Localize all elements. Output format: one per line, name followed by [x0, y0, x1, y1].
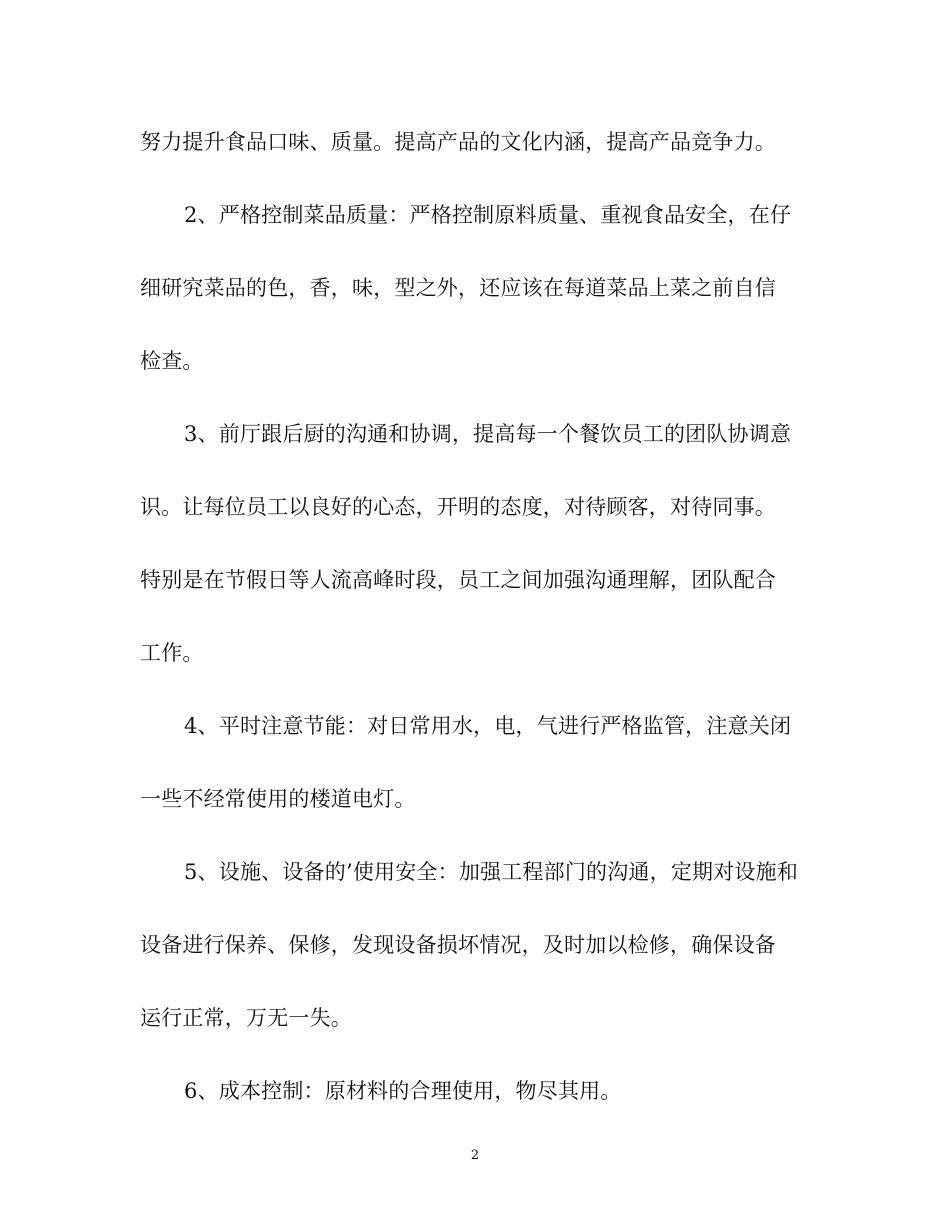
- text-line: 一些不经常使用的楼道电灯。: [140, 787, 416, 811]
- text-line: 特别是在节假日等人流高峰时段，员工之间加强沟通理解，团队配合: [140, 568, 776, 592]
- page-number: 2: [470, 1148, 480, 1163]
- paragraph-line-item-4: 4、平时注意节能：对日常用水，电，气进行严格监管，注意关闭: [184, 714, 792, 738]
- document-body: [140, 118, 820, 1140]
- paragraph-line-item-2: 2、严格控制菜品质量：严格控制原料质量、重视食品安全，在仔: [184, 203, 792, 227]
- text-line: 细研究菜品的色，香，味，型之外，还应该在每道菜品上菜之前自信: [140, 276, 776, 300]
- text-line: 识。让每位员工以良好的心态，开明的态度，对待顾客，对待同事。: [140, 495, 776, 519]
- text-line: 努力提升食品口味、质量。提高产品的文化内涵，提高产品竞争力。: [140, 130, 776, 154]
- paragraph-line-item-6: 6、成本控制：原材料的合理使用，物尽其用。: [184, 1079, 622, 1103]
- text-line: 设备进行保养、保修，发现设备损坏情况，及时加以检修，确保设备: [140, 933, 776, 957]
- text-line: 运行正常，万无一失。: [140, 1006, 352, 1030]
- paragraph-line-item-3: 3、前厅跟后厨的沟通和协调，提高每一个餐饮员工的团队协调意: [184, 422, 792, 446]
- text-line: 检查。: [140, 349, 204, 373]
- paragraph-line-item-5: 5、设施、设备的’使用安全：加强工程部门的沟通，定期对设施和: [184, 860, 799, 884]
- text-line: 工作。: [140, 641, 204, 665]
